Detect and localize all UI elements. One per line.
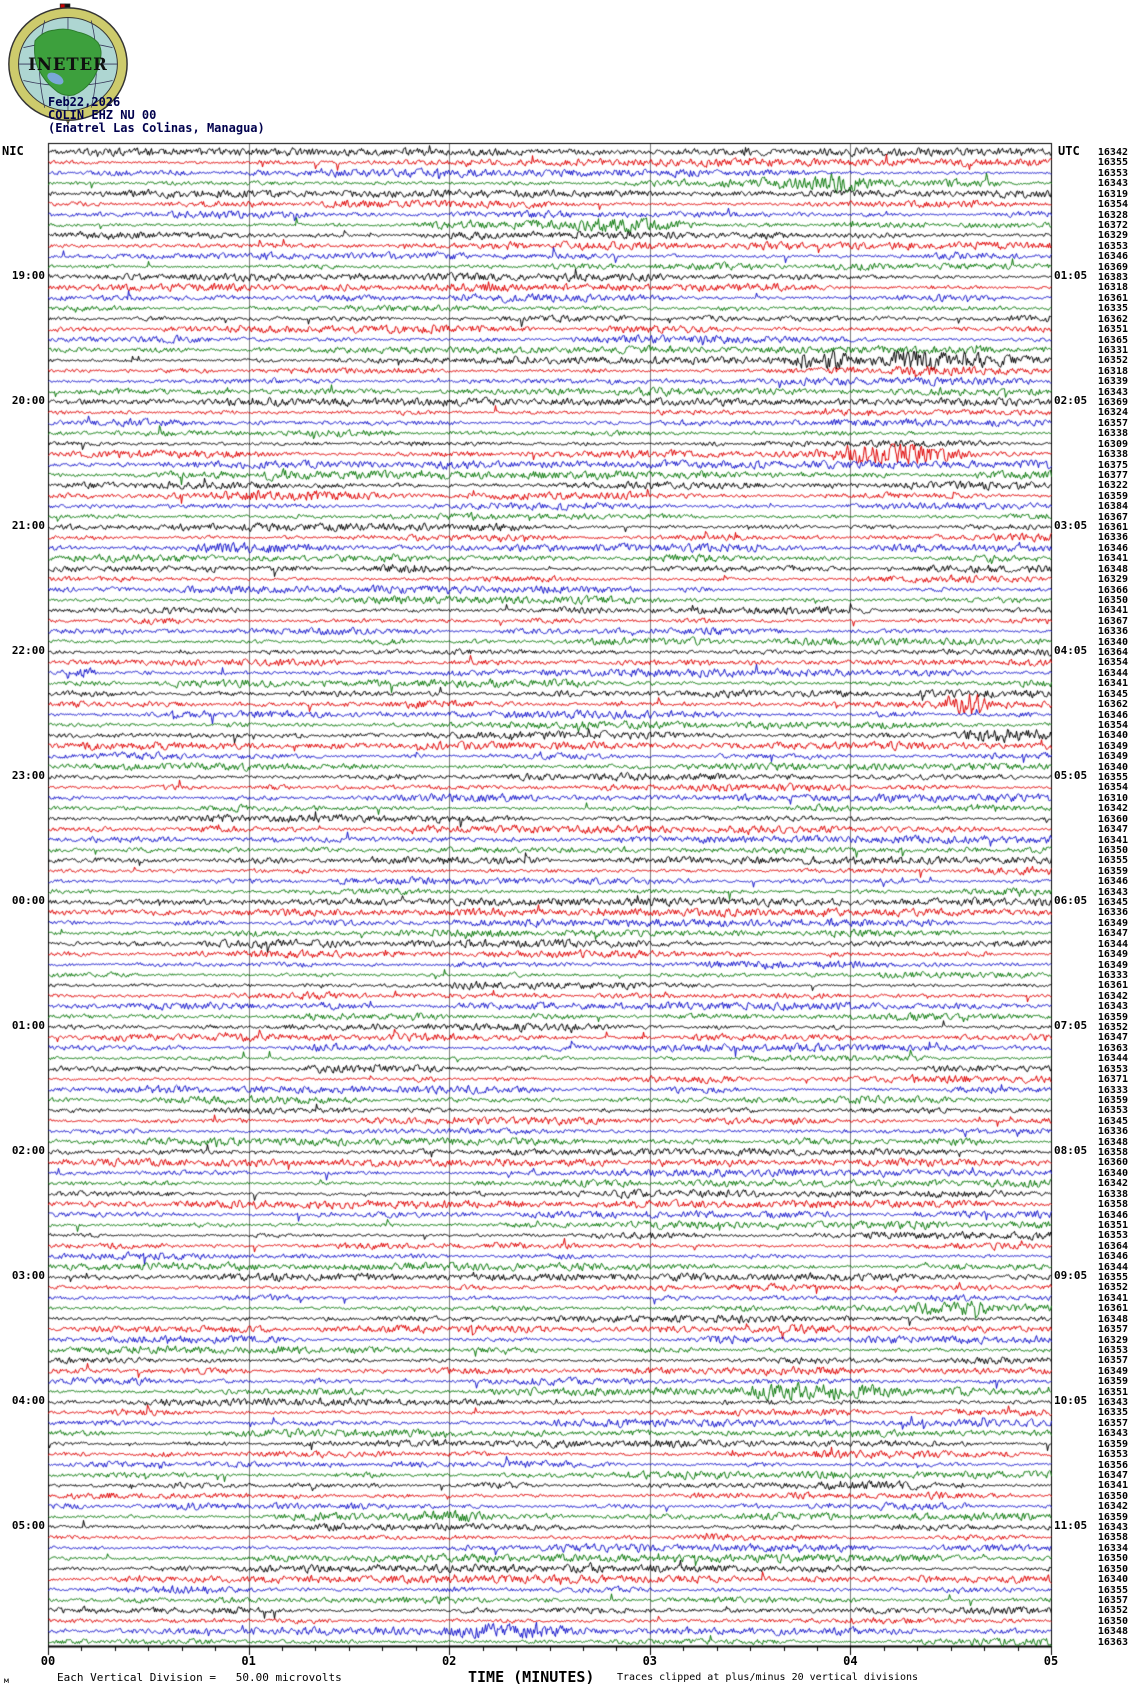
- utc-hour-label: 01:05: [1054, 269, 1088, 282]
- trace-value: 16318: [1097, 282, 1128, 294]
- x-tick-label: 02: [441, 1654, 457, 1668]
- trace-value: 16359: [1097, 1438, 1128, 1450]
- x-tick-label: 01: [241, 1654, 256, 1668]
- trace-value: 16348: [1097, 563, 1128, 575]
- local-hour-label: 04:00: [11, 1394, 45, 1408]
- utc-hour-label: 07:05: [1054, 1019, 1088, 1033]
- trace-value: 16362: [1097, 699, 1128, 711]
- trace-value: 16335: [1097, 303, 1128, 315]
- trace-value: 16347: [1097, 824, 1128, 836]
- trace-value: 16310: [1097, 792, 1128, 804]
- trace-value: 16361: [1097, 980, 1128, 992]
- trace-value: 16364: [1097, 1240, 1128, 1252]
- trace-value: 16349: [1097, 1365, 1128, 1377]
- trace-value: 16347: [1097, 1469, 1128, 1481]
- trace-value: 16350: [1097, 844, 1128, 856]
- trace-value: 16359: [1097, 1511, 1128, 1523]
- trace-value: 16336: [1097, 532, 1128, 544]
- trace-value: 16367: [1097, 615, 1128, 627]
- trace-value: 16349: [1097, 740, 1128, 752]
- trace-value: 16345: [1097, 1115, 1128, 1127]
- trace-value: 16338: [1097, 449, 1128, 461]
- trace-value: 16355: [1097, 1584, 1128, 1596]
- trace-value: 16357: [1097, 417, 1128, 429]
- trace-value: 16359: [1097, 865, 1128, 877]
- trace-value: 16349: [1097, 959, 1128, 971]
- trace-value: 16338: [1097, 1188, 1128, 1200]
- trace-value: 16355: [1097, 772, 1128, 784]
- trace-value: 16362: [1097, 313, 1128, 325]
- header-date: Feb22,2026: [48, 95, 121, 109]
- trace-value: 16363: [1097, 1636, 1128, 1648]
- trace-value: 16336: [1097, 1126, 1128, 1138]
- trace-value: 16356: [1097, 1459, 1128, 1471]
- trace-value: 16350: [1097, 1563, 1128, 1575]
- trace-value: 16355: [1097, 1272, 1128, 1284]
- trace-value: 16346: [1097, 1251, 1128, 1263]
- local-hour-label: 03:00: [11, 1269, 45, 1283]
- trace-value: 16343: [1097, 178, 1128, 190]
- x-tick-label: 03: [642, 1654, 658, 1668]
- trace-value: 16322: [1097, 480, 1128, 492]
- local-hour-label: 01:00: [11, 1019, 45, 1033]
- trace-value: 16375: [1097, 459, 1128, 471]
- trace-value: 16342: [1097, 1178, 1128, 1190]
- x-tick-label: 05: [1043, 1654, 1059, 1668]
- trace-value: 16348: [1097, 1313, 1128, 1325]
- corner-glyph: м: [4, 1676, 9, 1685]
- trace-value: 16340: [1097, 1574, 1128, 1586]
- trace-value: 16351: [1097, 1219, 1128, 1231]
- trace-value: 16357: [1097, 1324, 1128, 1336]
- trace-value: 16358: [1097, 1532, 1128, 1544]
- local-hour-label: 19:00: [11, 269, 45, 282]
- utc-hour-label: 08:05: [1054, 1144, 1088, 1158]
- local-timezone-label: NIC: [2, 144, 24, 158]
- trace-value: 16333: [1097, 969, 1128, 981]
- trace-value: 16342: [1097, 990, 1128, 1002]
- local-hour-label: 21:00: [11, 519, 45, 532]
- trace-value: 16349: [1097, 751, 1128, 763]
- trace-value: 16343: [1097, 386, 1128, 398]
- trace-value: 16350: [1097, 1553, 1128, 1565]
- trace-value: 16329: [1097, 230, 1128, 242]
- trace-value: 16345: [1097, 688, 1128, 700]
- clipping-note: Traces clipped at plus/minus 20 vertical divisions: [617, 1672, 919, 1683]
- utc-hour-label: 04:05: [1054, 644, 1088, 658]
- trace-value: 16361: [1097, 292, 1128, 304]
- header-station: COLIN EHZ NU 00: [48, 108, 157, 122]
- trace-value: 16342: [1097, 1501, 1128, 1513]
- trace-value: 16340: [1097, 761, 1128, 773]
- trace-value: 16361: [1097, 1303, 1128, 1315]
- trace-value: 16343: [1097, 886, 1128, 898]
- trace-value: 16371: [1097, 1074, 1128, 1086]
- trace-value: 16354: [1097, 657, 1128, 669]
- trace-value: 16361: [1097, 522, 1128, 533]
- trace-value: 16372: [1097, 219, 1128, 231]
- trace-value: 16342: [1097, 803, 1128, 815]
- trace-value: 16383: [1097, 272, 1128, 283]
- trace-value: 16350: [1097, 1490, 1128, 1502]
- trace-value: 16340: [1097, 1167, 1128, 1179]
- trace-value: 16353: [1097, 1105, 1128, 1117]
- trace-value: 16329: [1097, 574, 1128, 586]
- trace-value: 16357: [1097, 1417, 1128, 1429]
- trace-value: 16343: [1097, 1001, 1128, 1013]
- trace-value: 16363: [1097, 1042, 1128, 1054]
- trace-value: 16347: [1097, 1032, 1128, 1044]
- trace-value: 16341: [1097, 1292, 1128, 1304]
- trace-value: 16324: [1097, 407, 1128, 419]
- ineter-logo-text: INETER: [28, 54, 108, 74]
- trace-value: 16348: [1097, 1626, 1128, 1638]
- trace-value: 16359: [1097, 1094, 1128, 1106]
- trace-value: 16344: [1097, 938, 1128, 950]
- utc-timezone-label: UTC: [1058, 144, 1080, 158]
- trace-value: 16344: [1097, 1261, 1128, 1273]
- trace-value: 16319: [1097, 188, 1128, 200]
- trace-value: 16364: [1097, 647, 1128, 659]
- utc-hour-label: 05:05: [1054, 769, 1088, 783]
- trace-value: 16357: [1097, 1594, 1128, 1606]
- trace-value: 16346: [1097, 709, 1128, 721]
- trace-value: 16369: [1097, 397, 1128, 408]
- trace-value: 16329: [1097, 1334, 1128, 1346]
- trace-value: 16353: [1097, 240, 1128, 252]
- trace-value: 16359: [1097, 1376, 1128, 1388]
- trace-value: 16366: [1097, 584, 1128, 596]
- trace-value: 16334: [1097, 1542, 1128, 1554]
- trace-value: 16367: [1097, 511, 1128, 523]
- utc-hour-label: 02:05: [1054, 394, 1088, 407]
- x-tick-label: 00: [40, 1654, 56, 1668]
- utc-hour-label: 09:05: [1054, 1269, 1088, 1283]
- header-location: (Enatrel Las Colinas, Managua): [48, 121, 265, 135]
- trace-value: 16336: [1097, 626, 1128, 638]
- local-hour-label: 00:00: [11, 894, 45, 908]
- local-hour-label: 02:00: [11, 1144, 45, 1158]
- trace-value: 16352: [1097, 1282, 1128, 1294]
- trace-value: 16349: [1097, 917, 1128, 929]
- trace-value: 16349: [1097, 949, 1128, 961]
- trace-value: 16346: [1097, 251, 1128, 263]
- local-hour-label: 20:00: [11, 394, 45, 407]
- trace-value: 16384: [1097, 501, 1128, 513]
- trace-value: 16353: [1097, 167, 1128, 179]
- trace-value: 16357: [1097, 1355, 1128, 1367]
- x-tick-label: 04: [843, 1654, 858, 1668]
- trace-value: 16352: [1097, 355, 1128, 367]
- trace-value: 16338: [1097, 428, 1128, 440]
- trace-value: 16353: [1097, 1230, 1128, 1242]
- trace-value: 16341: [1097, 553, 1128, 565]
- trace-value: 16365: [1097, 334, 1128, 346]
- utc-hour-label: 10:05: [1054, 1394, 1088, 1408]
- trace-value: 16350: [1097, 594, 1128, 606]
- trace-value: 16345: [1097, 897, 1128, 909]
- utc-hour-label: 06:05: [1054, 894, 1088, 908]
- trace-value: 16353: [1097, 1344, 1128, 1356]
- trace-value: 16339: [1097, 376, 1128, 388]
- trace-value: 16353: [1097, 1063, 1128, 1075]
- trace-value: 16341: [1097, 678, 1128, 690]
- trace-value: 16353: [1097, 1449, 1128, 1461]
- trace-value: 16348: [1097, 1136, 1128, 1148]
- vertical-scale-note: Each Vertical Division = 50.00 microvolts: [57, 1671, 342, 1684]
- trace-value: 16331: [1097, 344, 1128, 356]
- utc-hour-label: 11:05: [1054, 1519, 1088, 1533]
- trace-value: 16369: [1097, 261, 1128, 273]
- trace-value: 16335: [1097, 1407, 1128, 1419]
- trace-value: 16341: [1097, 605, 1128, 617]
- trace-value: 16358: [1097, 1147, 1128, 1159]
- trace-value: 16354: [1097, 199, 1128, 211]
- trace-value: 16340: [1097, 636, 1128, 648]
- trace-value: 16346: [1097, 542, 1128, 554]
- trace-value: 16347: [1097, 928, 1128, 940]
- trace-value: 16333: [1097, 1084, 1128, 1096]
- trace-value: 16354: [1097, 782, 1128, 794]
- trace-value: 16343: [1097, 1522, 1128, 1534]
- trace-value: 16355: [1097, 157, 1128, 169]
- local-hour-label: 23:00: [11, 769, 45, 783]
- trace-value: 16318: [1097, 365, 1128, 377]
- trace-value: 16359: [1097, 490, 1128, 502]
- trace-value: 16358: [1097, 1199, 1128, 1211]
- trace-value: 16344: [1097, 667, 1128, 679]
- trace-value: 16342: [1097, 147, 1128, 158]
- trace-value: 16341: [1097, 1480, 1128, 1492]
- trace-value: 16352: [1097, 1605, 1128, 1617]
- x-axis-title: TIME (MINUTES): [468, 1668, 595, 1686]
- trace-value: 16352: [1097, 1022, 1128, 1034]
- trace-value: 16346: [1097, 1209, 1128, 1221]
- trace-value: 16377: [1097, 469, 1128, 481]
- local-hour-label: 05:00: [11, 1519, 45, 1533]
- trace-value: 16350: [1097, 1615, 1128, 1627]
- trace-value: 16346: [1097, 876, 1128, 888]
- trace-value: 16360: [1097, 813, 1128, 825]
- trace-value: 16343: [1097, 1397, 1128, 1409]
- trace-value: 16344: [1097, 1053, 1128, 1065]
- trace-value: 16351: [1097, 1386, 1128, 1398]
- trace-value: 16355: [1097, 855, 1128, 867]
- trace-value: 16351: [1097, 324, 1128, 336]
- trace-value: 16328: [1097, 209, 1128, 221]
- trace-value: 16360: [1097, 1157, 1128, 1169]
- utc-hour-label: 03:05: [1054, 519, 1088, 532]
- trace-value: 16354: [1097, 719, 1128, 731]
- trace-value: 16336: [1097, 907, 1128, 919]
- trace-value: 16359: [1097, 1011, 1128, 1023]
- trace-value: 16343: [1097, 1428, 1128, 1440]
- trace-value: 16341: [1097, 834, 1128, 846]
- local-hour-label: 22:00: [11, 644, 45, 658]
- trace-value: 16340: [1097, 730, 1128, 742]
- trace-value: 16309: [1097, 438, 1128, 450]
